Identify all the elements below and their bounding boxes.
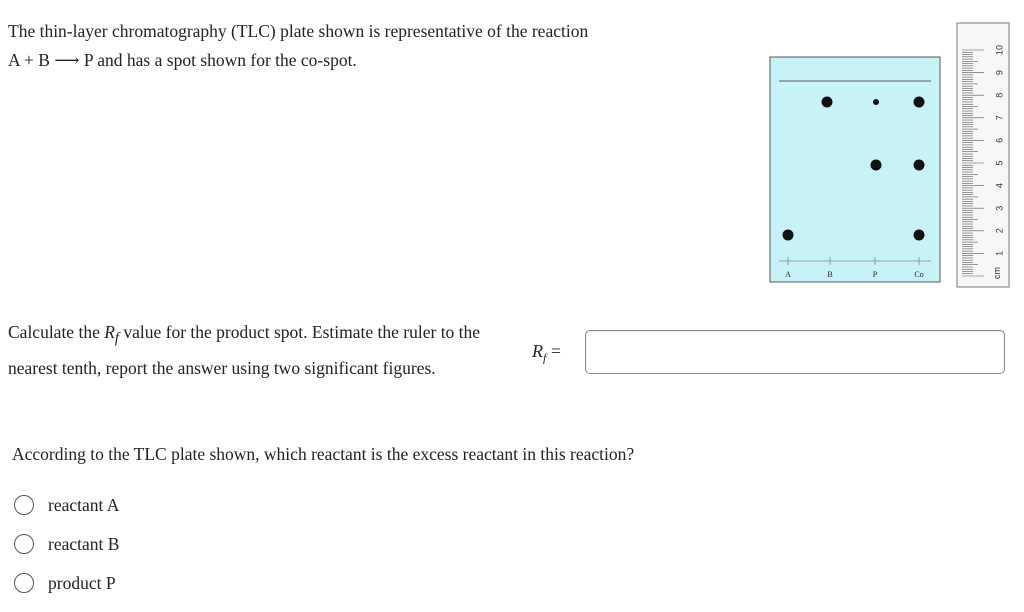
ruler-unit-label: cm bbox=[992, 267, 1002, 279]
radio-reactant-a[interactable] bbox=[14, 495, 34, 515]
ruler-number: 4 bbox=[994, 183, 1005, 189]
option-label-reactant-a: reactant A bbox=[48, 494, 120, 515]
lane-label-b: B bbox=[827, 270, 833, 279]
ruler-number: 8 bbox=[994, 92, 1005, 98]
tlc-plate bbox=[769, 56, 942, 284]
rf-question-part2: value for the product spot. Estimate the ruler to the nearest tenth, report the answer using two significant figures. bbox=[8, 322, 481, 378]
radio-product-p[interactable] bbox=[14, 573, 34, 593]
spot-b bbox=[822, 97, 833, 108]
reaction-arrow: ⟶ bbox=[54, 50, 80, 70]
spot-co-lower bbox=[914, 230, 925, 241]
ruler-number: 6 bbox=[994, 137, 1005, 143]
rf-label-sub: f bbox=[543, 350, 547, 365]
option-label-reactant-b: reactant B bbox=[48, 533, 120, 554]
lane-label-co: Co bbox=[914, 270, 924, 279]
radio-reactant-b[interactable] bbox=[14, 534, 34, 554]
lane-label-p: P bbox=[872, 270, 878, 279]
ruler-number: 7 bbox=[994, 115, 1005, 121]
ruler-number: 10 bbox=[994, 44, 1005, 56]
rf-question-symbol-r: R bbox=[104, 322, 115, 342]
equation-left: A + B bbox=[8, 50, 50, 70]
ruler bbox=[956, 22, 1010, 288]
ruler-number: 5 bbox=[994, 160, 1005, 166]
option-label-product-p: product P bbox=[48, 572, 116, 593]
reaction-equation bbox=[8, 50, 357, 70]
rf-question-symbol-sub: f bbox=[114, 330, 119, 347]
option-reactant-b[interactable] bbox=[14, 532, 119, 556]
rf-label-equals: = bbox=[550, 341, 561, 361]
rf-question bbox=[8, 318, 488, 383]
ruler-number: 1 bbox=[994, 250, 1005, 256]
intro-line-1: The thin-layer chromatography (TLC) plate shown is representative of the reaction bbox=[8, 21, 589, 41]
tlc-plate-background bbox=[770, 57, 940, 282]
rf-answer-input[interactable] bbox=[585, 330, 1005, 374]
ruler-number: 2 bbox=[994, 228, 1005, 234]
rf-label-r: R bbox=[532, 341, 543, 361]
intro-line-2: P and has a spot shown for the co-spot. bbox=[83, 50, 357, 70]
excess-question: According to the TLC plate shown, which reactant is the excess reactant in this reaction? bbox=[12, 444, 635, 464]
spot-a bbox=[783, 230, 794, 241]
option-reactant-a[interactable] bbox=[14, 493, 119, 517]
ruler-number: 9 bbox=[994, 70, 1005, 76]
rf-input-label bbox=[532, 341, 561, 366]
spot-co-middle bbox=[914, 160, 925, 171]
ruler-number: 3 bbox=[994, 205, 1005, 211]
lane-label-a: A bbox=[785, 270, 791, 279]
rf-question-symbol bbox=[104, 322, 119, 347]
option-product-p[interactable] bbox=[14, 571, 116, 595]
ruler-body bbox=[957, 23, 1009, 287]
spot-co-upper bbox=[914, 97, 925, 108]
intro-text bbox=[8, 17, 708, 75]
spot-p-product bbox=[871, 160, 882, 171]
rf-question-part1: Calculate the bbox=[8, 322, 100, 342]
spot-p-upper bbox=[873, 99, 879, 105]
